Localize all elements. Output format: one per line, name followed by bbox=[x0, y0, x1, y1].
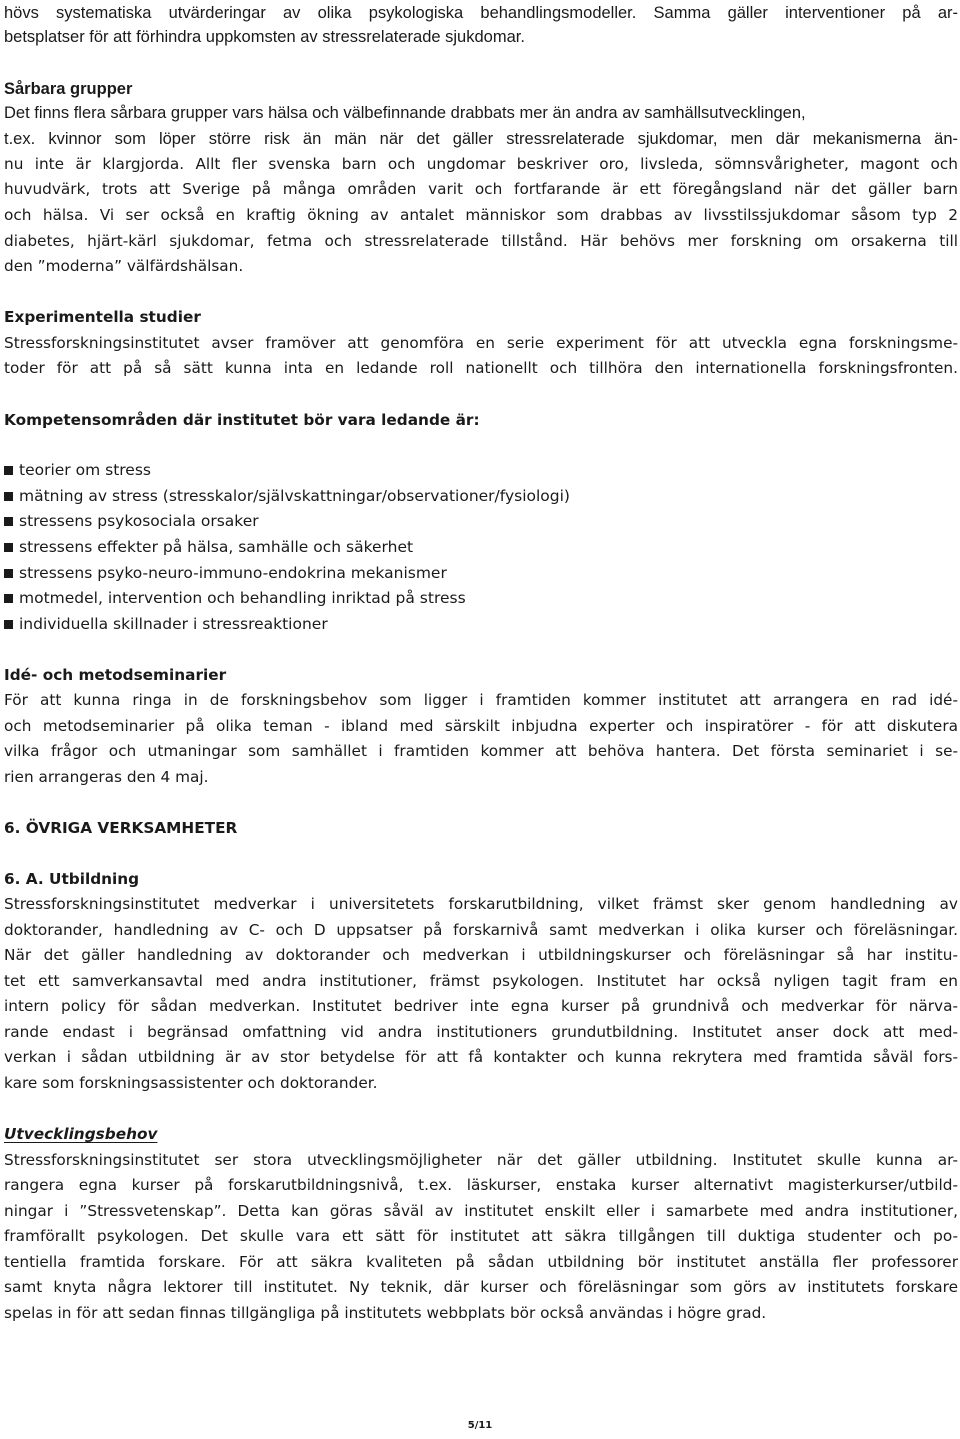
intro-line: betsplatser för att förhindra uppkomsten av stressrelaterade sjukdomar. bbox=[4, 28, 525, 46]
section-heading-vulnerable: Sårbara grupper bbox=[4, 80, 133, 98]
paragraph-line: För att kunna ringa in de forskningsbehov som ligger i framtiden kommer institutet att arrangera en rad idé- bbox=[4, 691, 958, 709]
paragraph-line: Stressforskningsinstitutet medverkar i universitetets forskarutbildning, vilket främst sker genom handledning av bbox=[4, 895, 958, 913]
paragraph-line: vilka frågor och utmaningar som samhället i framtiden kommer att behöva hantera. Det första seminariet i se- bbox=[4, 742, 958, 760]
paragraph-line: spelas in för att sedan finnas tillgängliga på institutets webbplats bör också användas i högre grad. bbox=[4, 1304, 767, 1322]
paragraph-line: nu inte är klargjorda. Allt fler svenska barn och ungdomar beskriver oro, livsleda, sömnsvårigheter, magont och bbox=[4, 155, 958, 173]
paragraph-line: tet ett samverkansavtal med andra institutioner, främst psykologen. Institutet har också nyligen tagit fram en bbox=[4, 972, 958, 990]
list-item: stressens effekter på hälsa, samhälle och säkerhet bbox=[4, 534, 413, 560]
section-heading-competence: Kompetensområden där institutet bör vara ledande är: bbox=[4, 411, 480, 429]
paragraph-line: ningar i ”Stressvetenskap”. Detta kan göras såväl av institutet enskilt eller i samarbete med andra institutioner, bbox=[4, 1202, 958, 1220]
section-heading-seminars: Idé- och metodseminarier bbox=[4, 666, 227, 684]
bullet-square-icon bbox=[4, 543, 13, 552]
paragraph-line: Stressforskningsinstitutet avser framöver att genomföra en serie experiment för att utveckla egna forskningsme- bbox=[4, 334, 958, 352]
paragraph-line: rien arrangeras den 4 maj. bbox=[4, 768, 209, 786]
paragraph-line: diabetes, hjärt-kärl sjukdomar, fetma och stressrelaterade tillstånd. Här behövs mer forskning om orsakerna till bbox=[4, 232, 958, 250]
bullet-square-icon bbox=[4, 517, 13, 526]
paragraph-line: och metodseminarier på olika teman - ibland med särskilt inbjudna experter och inspiratörer - för att diskutera bbox=[4, 717, 958, 735]
bullet-square-icon bbox=[4, 569, 13, 578]
paragraph-line: samt knyta några lektorer till institutet. Ny teknik, där kurser och föreläsningar som görs av institutets forskare bbox=[4, 1278, 958, 1296]
paragraph-line: framförallt psykologen. Det skulle vara ett sätt för institutet att säkra tillgången till duktiga studenter och po- bbox=[4, 1227, 958, 1245]
paragraph-line: verkan i sådan utbildning är av stor betydelse för att få kontakter och kunna rekrytera med framtida såväl fors- bbox=[4, 1048, 958, 1066]
bullet-square-icon bbox=[4, 620, 13, 629]
list-item: mätning av stress (stresskalor/självskattningar/observationer/fysiologi) bbox=[4, 483, 570, 509]
section-heading-education: 6. A. Utbildning bbox=[4, 870, 140, 888]
page-number: 5/11 bbox=[467, 1420, 493, 1431]
paragraph-line: rangera egna kurser på forskarutbildningsnivå, t.ex. läskurser, enstaka kurser alternativt magisterkurser/utbild- bbox=[4, 1176, 958, 1194]
paragraph-line: Det finns flera sårbara grupper vars hälsa och välbefinnande drabbats mer än andra av samhällsutvecklingen, bbox=[4, 104, 806, 122]
section-heading-experimental: Experimentella studier bbox=[4, 308, 201, 326]
paragraph-line: Stressforskningsinstitutet ser stora utvecklingsmöjligheter när det gäller utbildning. Institutet skulle kunna ar- bbox=[4, 1151, 958, 1169]
paragraph-line: intern policy för sådan medverkan. Institutet bedriver inte egna kurser på grundnivå och medverkar för närva- bbox=[4, 997, 958, 1015]
paragraph-line: toder för att på så sätt kunna inta en ledande roll nationellt och tillhöra den internationella forskningsfronten. bbox=[4, 359, 958, 377]
paragraph-line: och hälsa. Vi ser också en kraftig ökning av antalet människor som drabbas av livsstilssjukdomar såsom typ 2 bbox=[4, 206, 958, 224]
paragraph-line: kare som forskningsassistenter och doktorander. bbox=[4, 1074, 378, 1092]
bullet-square-icon bbox=[4, 466, 13, 475]
paragraph-line: rande endast i begränsad omfattning vid andra institutioners grundutbildning. Institutet anser dock att med- bbox=[4, 1023, 958, 1041]
bullet-square-icon bbox=[4, 594, 13, 603]
list-item: individuella skillnader i stressreaktioner bbox=[4, 611, 328, 637]
section-heading-other: 6. ÖVRIGA VERKSAMHETER bbox=[4, 819, 238, 837]
list-item: teorier om stress bbox=[4, 457, 151, 483]
paragraph-line: den ”moderna” välfärdshälsan. bbox=[4, 257, 244, 275]
bullet-square-icon bbox=[4, 492, 13, 501]
paragraph-line: När det gäller handledning av doktorander och medverkan i utbildningskurser och föreläsningar så har institu- bbox=[4, 946, 958, 964]
intro-line: hövs systematiska utvärderingar av olika psykologiska behandlingsmodeller. Samma gäller interventioner på ar- bbox=[4, 4, 958, 22]
paragraph-line: tentiella framtida forskare. För att säkra kvaliteten på sådan utbildning bör institutet anställa fler professorer bbox=[4, 1253, 958, 1271]
paragraph-line: t.ex. kvinnor som löper större risk än män när det gäller stressrelaterade sjukdomar, men där mekanismerna än- bbox=[4, 130, 958, 148]
paragraph-line: huvudvärk, trots att Sverige på många områden varit och fortfarande är ett föregångsland när det gäller barn bbox=[4, 180, 958, 198]
list-item: motmedel, intervention och behandling inriktad på stress bbox=[4, 585, 466, 611]
paragraph-line: doktorander, handledning av C- och D uppsatser på forskarnivå samt medverkan i olika kurser och föreläsningar. bbox=[4, 921, 958, 939]
section-heading-development: Utvecklingsbehov bbox=[4, 1125, 158, 1143]
list-item: stressens psykosociala orsaker bbox=[4, 508, 259, 534]
list-item: stressens psyko-neuro-immuno-endokrina mekanismer bbox=[4, 560, 447, 586]
